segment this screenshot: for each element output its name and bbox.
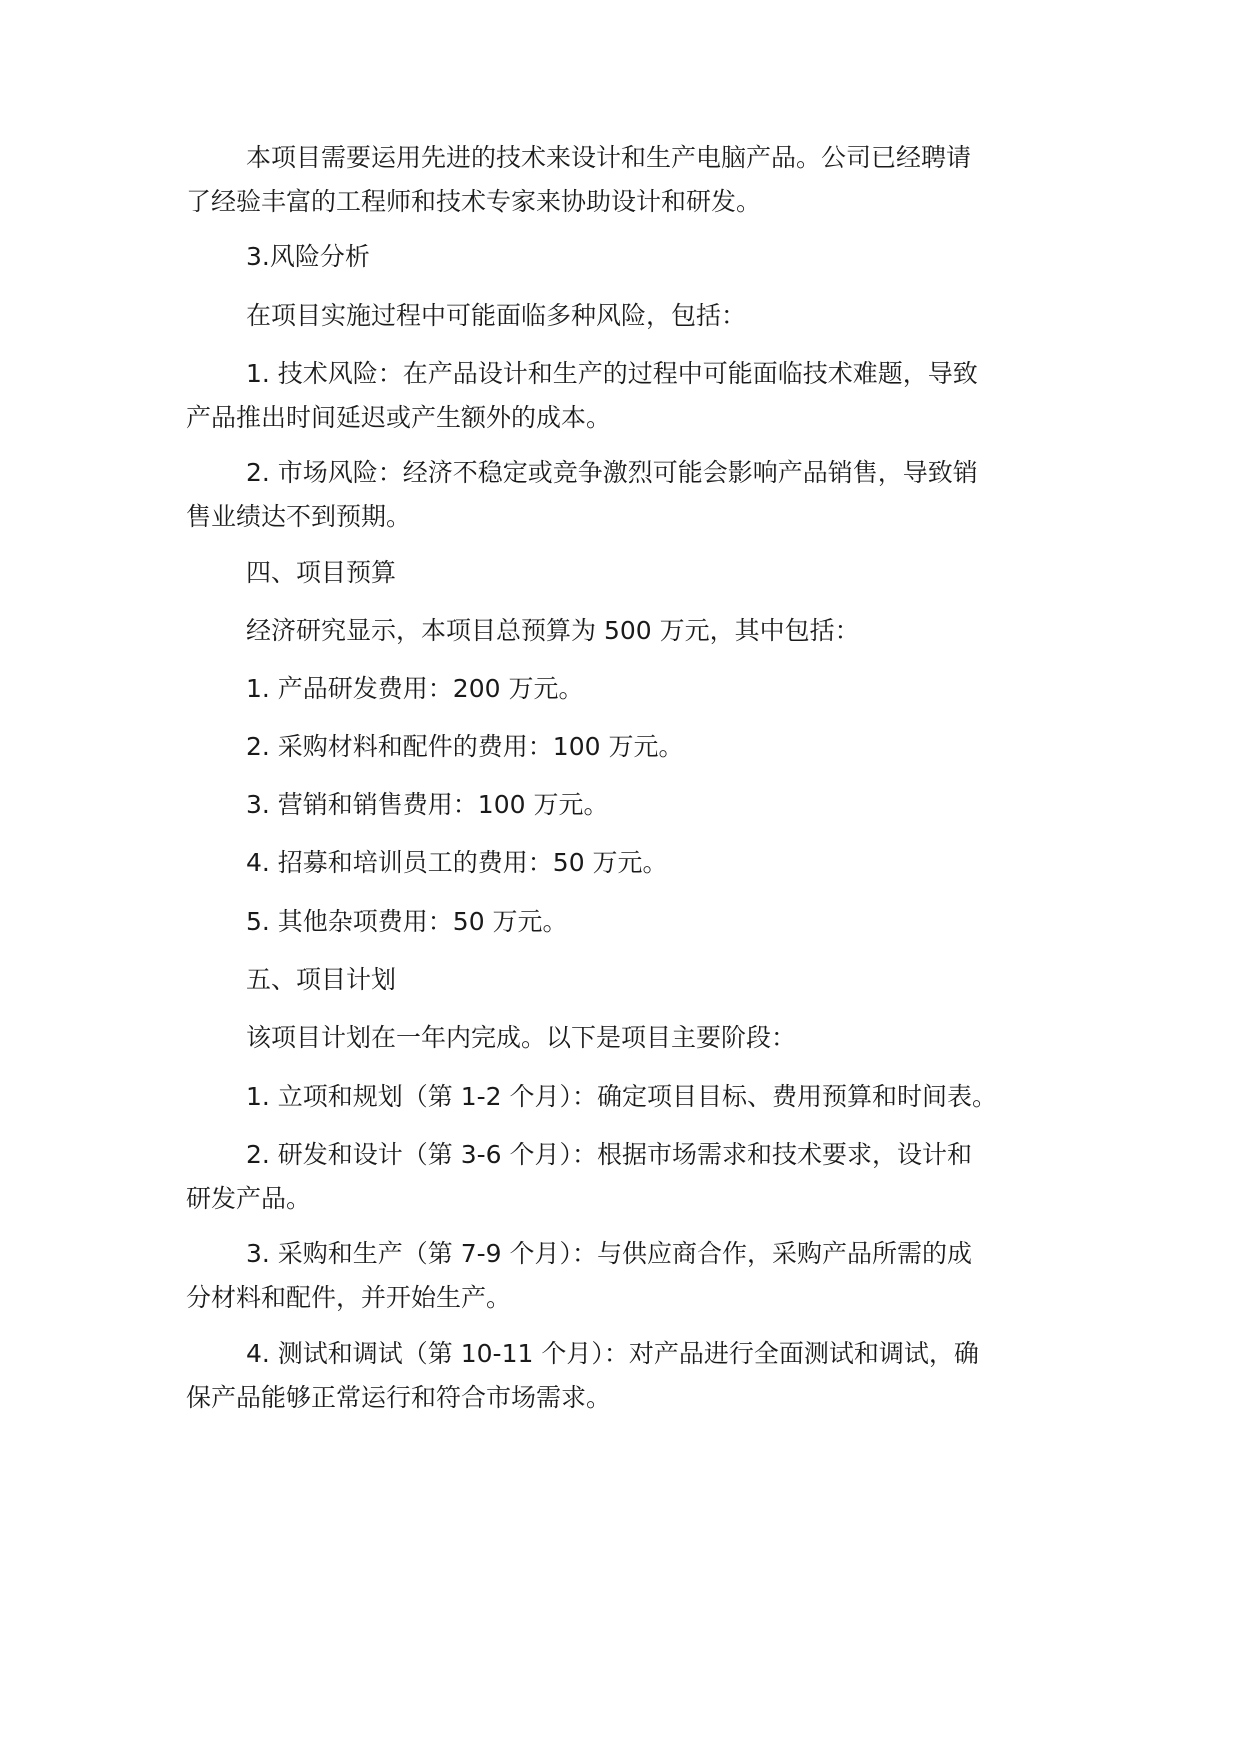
text-line: 分材料和配件，并开始生产。 bbox=[186, 1283, 512, 1312]
text-line: 2. 市场风险：经济不稳定或竞争激烈可能会影响产品销售，导致销 bbox=[246, 458, 978, 487]
paragraph-plan-intro bbox=[186, 1016, 1046, 1060]
text-line: 研发产品。 bbox=[186, 1184, 312, 1213]
text-line: 4. 测试和调试（第 10-11 个月）：对产品进行全面测试和调试，确 bbox=[246, 1339, 979, 1368]
budget-item-procurement bbox=[186, 725, 1046, 769]
heading-budget bbox=[186, 551, 1046, 595]
list-item-tech-risk bbox=[186, 352, 1046, 440]
plan-item-testing bbox=[186, 1332, 1046, 1420]
text-line: 四、项目预算 bbox=[246, 558, 397, 587]
text-line: 保产品能够正常运行和符合市场需求。 bbox=[186, 1383, 612, 1412]
text-line: 在项目实施过程中可能面临多种风险，包括： bbox=[246, 301, 747, 330]
plan-item-initiation bbox=[186, 1075, 1046, 1119]
text-line: 了经验丰富的工程师和技术专家来协助设计和研发。 bbox=[186, 187, 762, 216]
budget-item-staff bbox=[186, 841, 1046, 885]
text-line: 3. 营销和销售费用：100 万元。 bbox=[246, 790, 609, 819]
list-item-market-risk bbox=[186, 451, 1046, 539]
paragraph-tech-intro bbox=[186, 136, 1046, 224]
text-line: 1. 技术风险：在产品设计和生产的过程中可能面临技术难题，导致 bbox=[246, 359, 978, 388]
plan-item-design bbox=[186, 1133, 1046, 1221]
heading-plan bbox=[186, 958, 1046, 1002]
plan-item-production bbox=[186, 1232, 1046, 1320]
text-line: 售业绩达不到预期。 bbox=[186, 502, 412, 531]
text-line: 5. 其他杂项费用：50 万元。 bbox=[246, 907, 568, 936]
budget-item-marketing bbox=[186, 783, 1046, 827]
text-line: 五、项目计划 bbox=[246, 965, 397, 994]
text-line: 2. 研发和设计（第 3-6 个月）：根据市场需求和技术要求，设计和 bbox=[246, 1140, 973, 1169]
text-line: 1. 立项和规划（第 1-2 个月）：确定项目目标、费用预算和时间表。 bbox=[246, 1082, 998, 1111]
budget-item-rd bbox=[186, 667, 1046, 711]
paragraph-risk-intro bbox=[186, 294, 1046, 338]
text-line: 该项目计划在一年内完成。以下是项目主要阶段： bbox=[246, 1023, 797, 1052]
heading-risk-analysis bbox=[186, 235, 1046, 279]
text-line: 3. 采购和生产（第 7-9 个月）：与供应商合作，采购产品所需的成 bbox=[246, 1239, 973, 1268]
text-line: 3.风险分析 bbox=[246, 242, 370, 271]
budget-item-misc bbox=[186, 900, 1046, 944]
text-line: 4. 招募和培训员工的费用：50 万元。 bbox=[246, 848, 668, 877]
text-line: 本项目需要运用先进的技术来设计和生产电脑产品。公司已经聘请 bbox=[246, 143, 972, 172]
text-line: 1. 产品研发费用：200 万元。 bbox=[246, 674, 584, 703]
text-line: 经济研究显示，本项目总预算为 500 万元，其中包括： bbox=[246, 616, 860, 645]
paragraph-budget-intro bbox=[186, 609, 1046, 653]
text-line: 2. 采购材料和配件的费用：100 万元。 bbox=[246, 732, 684, 761]
text-line: 产品推出时间延迟或产生额外的成本。 bbox=[186, 403, 612, 432]
